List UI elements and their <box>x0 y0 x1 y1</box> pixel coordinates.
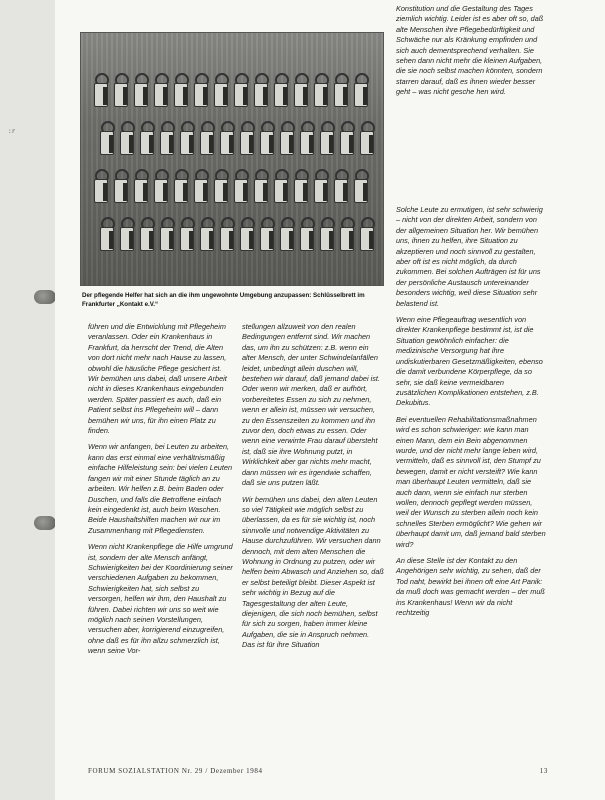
key <box>129 231 133 249</box>
key <box>223 87 227 105</box>
journal-title: FORUM SOZIALSTATION Nr. 29 / Dezember 1984 <box>88 767 263 775</box>
key <box>149 135 153 153</box>
paragraph: Solche Leute zu ermutigen, ist sehr schwierig – nicht von der direkten Arbeit, sondern von der allgemeinen Situation her. Wir bemühen uns, ihnen zu helfen, ihre Situation zu akzeptieren und noch sinnvoll zu gestalten, aber oft ist es nicht möglich, da durch zukommen. Bei solchen Aufträgen ist für uns der persönliche Austausch untereinander besonders wichtig, weil diese Situation sehr belastend ist. <box>396 205 543 308</box>
key <box>263 183 267 201</box>
key <box>303 87 307 105</box>
key <box>309 135 313 153</box>
paragraph: Konstitution und die Gestaltung des Tages ziemlich wichtig. Leider ist es aber oft so, daß alte Menschen ihre Pflegebedürftigkeit und Schwäche nur als Kränkung empfinden und sich auch dementsprechend verhalten. Sie sehen dann nicht mehr die kleinen Aufgaben, die sie noch selbst machen könnten, sondern starren darauf, daß es ihnen wieder besser geht – was nicht gesche hen wird. <box>396 4 544 97</box>
paragraph: Wenn wir anfangen, bei Leuten zu arbeiten, kann das erst einmal eine verhältnismäßig einfache Hilfeleistung sein: bei vielen Leuten fangen wir mit einer Stunde täglich an zu arbeiten. Wir helfen z.B. beim Baden oder Duschen, und falls die Betroffene einfach kein eingedenkt ist, auch beim Waschen. Beide Haushaltshilfen machen wir nur im Zusammenhang mit Pflegediensten. <box>88 442 233 535</box>
key <box>103 87 107 105</box>
key <box>203 87 207 105</box>
key <box>349 231 353 249</box>
key <box>309 231 313 249</box>
key <box>303 183 307 201</box>
key <box>169 135 173 153</box>
text-column-1 <box>88 322 233 663</box>
key <box>229 231 233 249</box>
paragraph: führen und die Entwicklung mit Pflegeheim veranlassen. Oder ein Krankenhaus in Frankfurt, da herrscht der Trend, die Alten von dort nicht mehr nach Hause zu lassen, obwohl die häusliche Pflege gesichert ist. Wir bemühen uns dabei, daß unsere Arbeit nicht in dieses Krankenhaus eingebunden werden. Später passiert es auch, daß ein Patient selbst ins Pflegeheim will – dann bemühen wir uns, für ihn einen Platz zu finden. <box>88 322 227 436</box>
key <box>183 183 187 201</box>
key <box>223 183 227 201</box>
key <box>209 231 213 249</box>
paragraph: stellungen allzuweit von den realen Bedingungen entfernt sind. Wir machen das, um ihn zu schützen: z.B. wenn ein alter Mensch, der unter Schwindelanfällen leidet, unbedingt allein duschen will, bestehen wir darauf, daß jemand dabei ist. Oder wenn wir merken, daß er aufhört, vorbereitetes Essen zu sich zu nehmen, wenn er allein ist, müssen wir versuchen, zu den Essenszeiten zu kommen und ihn zuvor den, doch etwas zu essen. Oder wenn eine verwirrte Frau darauf übersteht ist, daß sie ihre Wohnung putzt, in Wirklichkeit aber gar nichts mehr macht, dann müssen wir es irgendwie schaffen, daß sie uns putzen läßt. <box>242 322 380 488</box>
key <box>289 231 293 249</box>
paragraph: Bei eventuellen Rehabilitationsmaßnahmen wird es schon schwieriger: wie kann man einen Mann, dem ein Bein abgenommen wurde, und der nicht mehr lange leben wird, vermitteln, daß es sinnvoll ist, den Stumpf zu bewegen, damit er nicht versteift? Wie kann man überhaupt Leuten vermitteln, daß sie auch dann, wenn sie einfach nur sterben wollen, dennoch gepflegt werden müssen, weil der Wunsch zu sterben allein noch kein schnelles Sterben ermöglicht? Wie gehen wir überhaupt damit um, daß jemand bald sterben wird? <box>396 414 546 549</box>
key <box>349 135 353 153</box>
key <box>243 183 247 201</box>
key <box>163 87 167 105</box>
key <box>369 231 373 249</box>
key <box>143 87 147 105</box>
key <box>249 231 253 249</box>
key <box>363 183 367 201</box>
key <box>343 183 347 201</box>
punch-hole-bottom <box>34 516 56 530</box>
key <box>323 183 327 201</box>
key <box>109 135 113 153</box>
key <box>283 183 287 201</box>
page-edge <box>0 0 55 800</box>
photo-caption: Der pflegende Helfer hat sich an die ihm ungewohnte Umgebung anzupassen: Schlüsselbrett im Frankfurter „Kontakt e.V.“ <box>82 292 365 308</box>
key <box>269 135 273 153</box>
key <box>329 135 333 153</box>
text-column-3-top <box>396 4 546 104</box>
key <box>123 183 127 201</box>
photo-key-board <box>80 32 384 286</box>
key <box>209 135 213 153</box>
paragraph: Wenn eine Pflegeauftrag wesentlich von direkter Krankenpflege bestimmt ist, ist die Situation gewöhnlich einfacher: die medizinische Versorgung hat ihre undiskutierbaren Gesetzmäßigkeiten, ebenso die damit verbundene Körperpflege, da so sehr, sie daß keine vermeidbaren zusätzlichen Komplikationen entstehen, z.B. Dekubitus. <box>396 315 543 408</box>
text-column-2 <box>242 322 384 657</box>
punch-hole-top <box>34 290 56 304</box>
paragraph: Wir bemühen uns dabei, den alten Leuten so viel Tätigkeit wie möglich selbst zu überlassen, da es für sie wichtig ist, noch sinnvolle und notwendige Aktivitäten zu Hause durchzuführen. Wir versuchen dann dennoch, mit dem alten Menschen die Wohnung in Ordnung zu putzen, oder wir helfen beim Abwasch und Anziehen so, daß er selbst beteiligt bleibt. Dieser Aspekt ist sehr wichtig in Bezug auf die Tagesgestaltung der alten Leute, diejenigen, die sich noch bemühen, selbst für sich zu sorgen, haben immer kleine Aufgaben, die sie in Anspruch nehmen. Das ist für ihre Situation <box>242 494 384 650</box>
key <box>363 87 367 105</box>
key <box>329 231 333 249</box>
key <box>263 87 267 105</box>
key <box>189 231 193 249</box>
key <box>229 135 233 153</box>
key <box>343 87 347 105</box>
page-number: 13 <box>539 767 548 775</box>
key <box>143 183 147 201</box>
key <box>163 183 167 201</box>
key <box>109 231 113 249</box>
key <box>129 135 133 153</box>
key <box>283 87 287 105</box>
key <box>183 87 187 105</box>
key <box>289 135 293 153</box>
key <box>103 183 107 201</box>
paragraph: An diese Stelle ist der Kontakt zu den Angehörigen sehr wichtig, zu sehen, daß der Tod naht, bewirkt bei ihnen oft eine Art Panik: da muß doch was gemacht werden – der muß ins Krankenhaus! Wenn wir da nicht rechtzeitig <box>396 556 545 618</box>
key <box>169 231 173 249</box>
key <box>123 87 127 105</box>
key <box>269 231 273 249</box>
key <box>243 87 247 105</box>
key <box>369 135 373 153</box>
key <box>189 135 193 153</box>
key <box>203 183 207 201</box>
paragraph: Wenn nicht Krankenpflege die Hilfe umgrund ist, sondern der alte Mensch anfängt, Schwierigkeiten bei der Koordinierung seiner verschiedenen Aufgaben zu bekommen, Schwierigkeiten hat, sich selbst zu versorgen, helfen wir ihm, den Haushalt zu führen. Dabei richten wir uns so weit wie möglich nach seinen Vorstellungen, versuchen aber, korrigierend einzugreifen, ohne daß es für ihn allzu schmerzlich ist, wenn seine Vor- <box>88 542 233 656</box>
key <box>249 135 253 153</box>
text-column-3 <box>396 205 546 624</box>
key <box>149 231 153 249</box>
key <box>323 87 327 105</box>
page-footer <box>88 767 548 775</box>
margin-mark: :r <box>8 128 16 135</box>
